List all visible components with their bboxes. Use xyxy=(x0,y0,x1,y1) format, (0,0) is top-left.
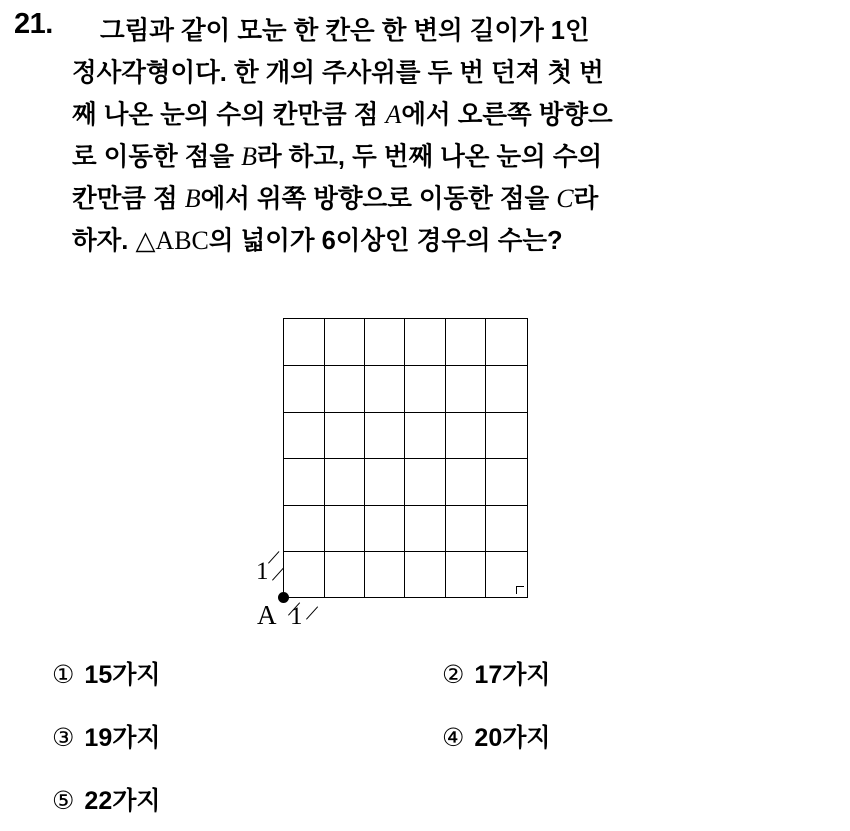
measure-tick-icon xyxy=(306,606,318,620)
line4-post: 라 하고, 두 번째 나온 눈의 수의 xyxy=(256,143,603,171)
grid-line-horizontal xyxy=(284,505,527,506)
grid-line-horizontal xyxy=(284,458,527,459)
choice-text-2: 17가지 xyxy=(474,661,551,689)
line5-post: 라 xyxy=(573,185,599,213)
choice-4[interactable] xyxy=(442,718,551,754)
question-line-5 xyxy=(72,178,814,220)
point-a-dot-icon xyxy=(278,592,289,603)
choice-marker-4: ④ xyxy=(442,723,465,752)
point-a-label: A xyxy=(257,600,277,630)
choice-text-4: 20가지 xyxy=(474,724,551,752)
question-line-4 xyxy=(72,136,814,178)
point-c-symbol: C xyxy=(556,184,574,213)
grid-line-horizontal xyxy=(284,365,527,366)
unit-label-horizontal: 1 xyxy=(290,603,303,630)
choice-1[interactable] xyxy=(52,655,161,691)
choice-text-3: 19가지 xyxy=(84,724,161,752)
choice-3[interactable] xyxy=(52,718,161,754)
line4-pre: 로 이동한 점을 xyxy=(72,143,242,171)
line6-pre: 하자. xyxy=(72,227,136,255)
grid-figure xyxy=(0,300,850,640)
measure-tick-icon xyxy=(268,551,280,564)
choice-marker-5: ⑤ xyxy=(52,786,75,815)
point-a-symbol: A xyxy=(385,100,402,129)
point-b-symbol-2: B xyxy=(184,184,201,213)
unit-label-vertical: 1 xyxy=(256,558,269,585)
choice-marker-3: ③ xyxy=(52,723,75,752)
question-text xyxy=(72,10,814,262)
choice-marker-1: ① xyxy=(52,660,75,689)
line3-post: 에서 오른쪽 방향으 xyxy=(401,101,613,129)
choice-5[interactable] xyxy=(52,781,161,817)
question-line-6 xyxy=(72,220,814,262)
question-number: 21. xyxy=(14,8,53,40)
triangle-abc-symbol: △ABC xyxy=(135,226,209,255)
point-b-symbol: B xyxy=(241,142,257,171)
line3-pre: 째 나온 눈의 수의 칸만큼 점 xyxy=(72,101,386,129)
choice-marker-2: ② xyxy=(442,660,465,689)
line5-pre: 칸만큼 점 xyxy=(72,185,185,213)
right-angle-mark-icon xyxy=(516,586,524,594)
question-line-2: 정사각형이다. 한 개의 주사위를 두 번 던져 첫 번 xyxy=(72,59,604,87)
line6-post: 의 넓이가 6이상인 경우의 수는? xyxy=(208,227,563,255)
question-line-3 xyxy=(72,94,814,136)
choice-2[interactable] xyxy=(442,655,551,691)
choice-text-1: 15가지 xyxy=(84,661,161,689)
grid-line-horizontal xyxy=(284,412,527,413)
square-grid xyxy=(283,318,528,598)
line5-mid: 에서 위쪽 방향으로 이동한 점을 xyxy=(200,185,557,213)
question-line-1: 그림과 같이 모눈 한 칸은 한 변의 길이가 1인 xyxy=(100,17,590,45)
choice-text-5: 22가지 xyxy=(84,787,161,815)
grid-line-horizontal xyxy=(284,551,527,552)
